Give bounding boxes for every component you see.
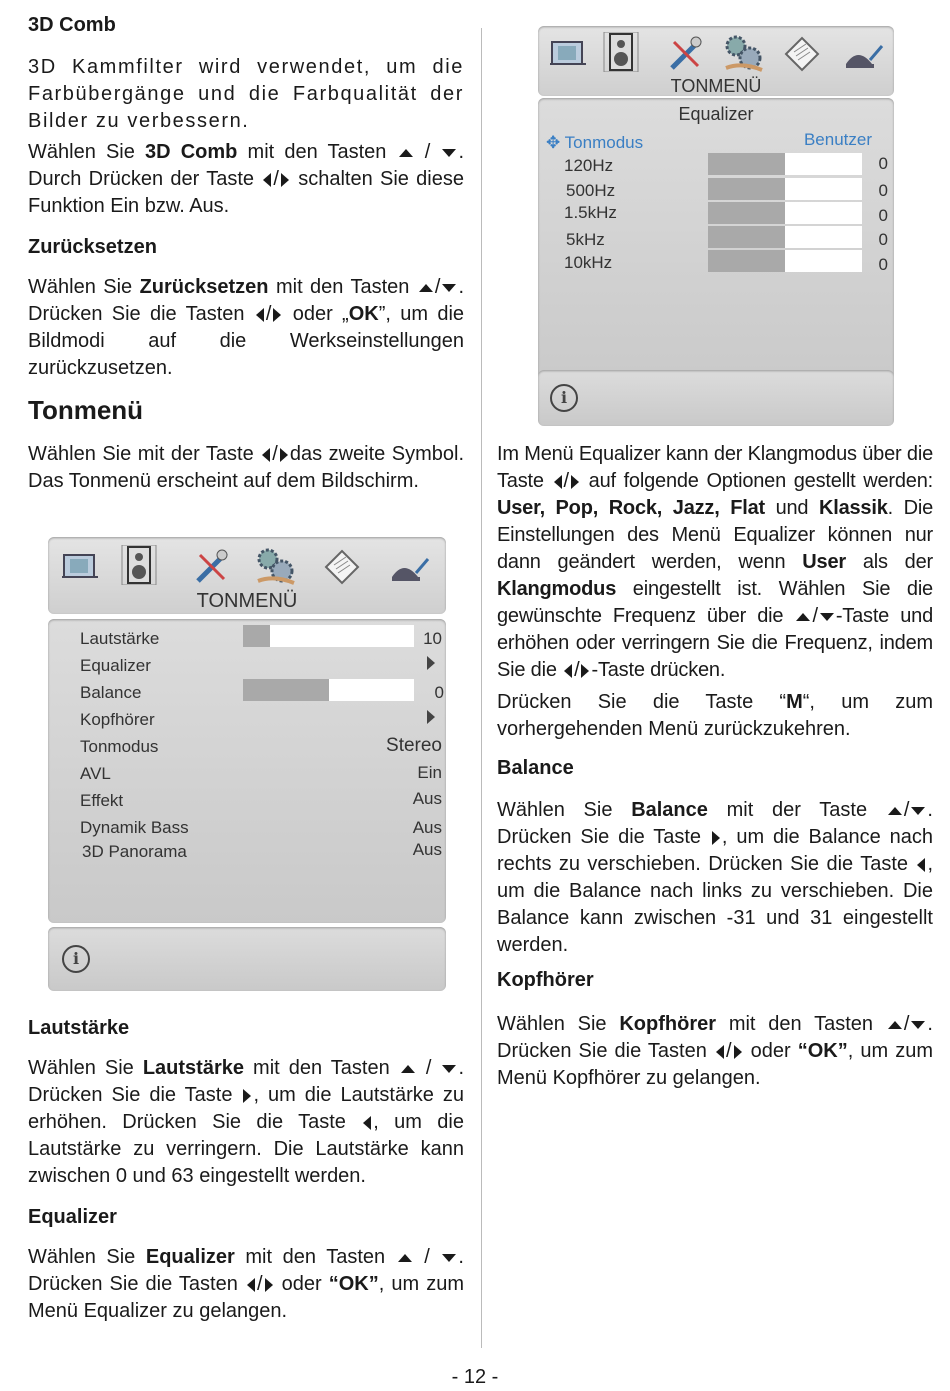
menu-item-equalizer[interactable]: Equalizer [80, 656, 151, 675]
down-arrow-icon [820, 613, 834, 621]
equalizer-menu-title: TONMENÜ [670, 76, 762, 96]
submenu-arrow-icon [427, 656, 435, 670]
move-cross-icon: ✥ [546, 133, 561, 152]
column-divider [481, 28, 482, 1348]
down-arrow-icon [442, 1065, 456, 1073]
tonmenu-screen [48, 537, 446, 992]
para-equalizer-modes: Im Menü Equalizer kann der Klangmodus über die Taste / auf folgende Optionen gestellt werden: User, Pop, Rock, Jazz, Flat und Klassik. Die Einstellungen des Menü Equalizer können nur dann geändert werden, wenn User als der Klangmodus eingestellt ist. Wählen Sie die gewünschte Frequenz über die / -Taste und erhöhen oder verringern Sie die Frequenz, indem Sie die / -Taste drücken. [497, 443, 934, 681]
dynamik-bass-value: Aus [412, 818, 442, 837]
heading-kopfhoerer: Kopfhörer [497, 969, 594, 991]
heading-lautstaerke: Lautstärke [28, 1017, 130, 1039]
band-1.5khz-bar[interactable] [708, 202, 862, 224]
menu-item-lautstaerke[interactable]: Lautstärke [80, 629, 160, 648]
up-arrow-icon [419, 284, 433, 292]
heading-equalizer: Equalizer [28, 1206, 117, 1228]
heading-3d-comb: 3D Comb [28, 14, 116, 36]
band-1.5khz-value: 0 [878, 206, 888, 225]
picture-icon [546, 34, 590, 74]
band-5khz-bar[interactable] [708, 226, 862, 248]
menu-item-tonmodus[interactable]: Tonmodus [80, 737, 159, 756]
up-arrow-icon [796, 613, 810, 621]
right-arrow-icon [281, 173, 289, 187]
tonmodus-label: Tonmodus [564, 133, 644, 152]
satellite-icon [388, 549, 432, 589]
band-120hz-label[interactable]: 120Hz [564, 156, 614, 175]
picture-icon [58, 547, 102, 587]
left-arrow-icon [716, 1045, 724, 1059]
equalizer-header [538, 26, 894, 96]
band-500hz-value: 0 [878, 181, 888, 200]
left-arrow-icon [363, 1116, 371, 1130]
right-arrow-icon [243, 1089, 251, 1103]
left-arrow-icon [256, 308, 264, 322]
left-arrow-icon [917, 858, 925, 872]
equalizer-subtitle: Equalizer [678, 104, 754, 124]
band-5khz-bar-fill [708, 226, 785, 248]
tonmenu-title: TONMENÜ [196, 590, 298, 612]
settings-gears-icon [254, 545, 298, 585]
avl-value: Ein [417, 763, 442, 782]
tonmenu-header [48, 537, 446, 614]
up-arrow-icon [888, 807, 902, 815]
volume-bar[interactable] [243, 625, 414, 647]
para-balance: Wählen Sie Balance mit der Taste / . Drücken Sie die Taste , um die Balance nach rechts zu verschieben. Drücken Sie die Taste , um die Balance nach links zu verschieben. Die Balance kann zwischen -31 und 31 eingestellt werden. [497, 799, 933, 956]
balance-value: 0 [434, 683, 444, 702]
right-arrow-icon [712, 831, 720, 845]
info-icon: i [550, 384, 578, 412]
tools-icon [666, 34, 710, 74]
down-arrow-icon [442, 1254, 456, 1262]
band-120hz-value: 0 [878, 154, 888, 173]
heading-balance: Balance [497, 757, 574, 779]
heading-tonmenu: Tonmenü [28, 395, 144, 425]
para-tonmenu: Wählen Sie mit der Taste / das zweite Symbol. Das Tonmenü erscheint auf dem Bildschirm. [28, 443, 465, 492]
left-arrow-icon [564, 664, 572, 678]
right-arrow-icon [581, 664, 589, 678]
menu-item-balance[interactable]: Balance [80, 683, 142, 702]
settings-gears-icon [722, 32, 766, 72]
band-120hz-bar[interactable] [708, 153, 862, 175]
right-arrow-icon [265, 1278, 273, 1292]
speaker-icon [120, 545, 164, 585]
balance-bar-fill [243, 679, 329, 701]
volume-value: 10 [423, 629, 442, 648]
band-500hz-label[interactable]: 500Hz [566, 181, 616, 200]
para-lautstaerke: Wählen Sie Lautstärke mit den Tasten / . Drücken Sie die Taste , um die Lautstärke zu erhöhen. Drücken Sie die Taste , um die Lautstärke zu verringern. Die Lautstärke kann zwischen 0 und 63 eingestellt werden. [28, 1057, 465, 1187]
band-10khz-bar-fill [708, 250, 785, 272]
right-arrow-icon [734, 1045, 742, 1059]
equalizer-body [538, 98, 894, 392]
left-arrow-icon [247, 1278, 255, 1292]
equalizer-info-bar [538, 370, 894, 426]
band-10khz-value: 0 [878, 255, 888, 274]
speaker-icon [602, 32, 646, 72]
info-icon: i [62, 945, 90, 973]
para-m-key: Drücken Sie die Taste “M“, um zum vorhergehenden Menü zurückzukehren. [497, 691, 933, 740]
right-arrow-icon [280, 448, 288, 462]
up-arrow-icon [398, 1254, 412, 1262]
3d-panorama-value: Aus [412, 840, 442, 859]
para-reset: Wählen Sie Zurücksetzen mit den Tasten / . Drücken Sie die Tasten / oder „OK”, um die Bildmodi auf die Werkseinstellungen zurückzusetzen. [28, 276, 465, 379]
satellite-icon [842, 36, 886, 76]
balance-bar[interactable] [243, 679, 414, 701]
para-kopfhoerer: Wählen Sie Kopfhörer mit den Tasten / . Drücken Sie die Tasten / oder “OK”, um zum Menü Kopfhörer zu gelangen. [497, 1013, 933, 1089]
document-icon [780, 34, 824, 74]
volume-bar-fill [243, 625, 270, 647]
left-arrow-icon [554, 475, 562, 489]
para-equalizer: Wählen Sie Equalizer mit den Tasten / . Drücken Sie die Tasten / oder “OK”, um zum Menü Equalizer zu gelangen. [28, 1246, 464, 1322]
band-120hz-bar-fill [708, 153, 785, 175]
menu-item-effekt[interactable]: Effekt [80, 791, 124, 810]
band-1.5khz-bar-fill [708, 202, 785, 224]
tonmodus-value: Stereo [386, 735, 442, 756]
menu-item-avl[interactable]: AVL [80, 764, 111, 783]
page-number: - 12 - [451, 1366, 499, 1388]
tonmenu-info-bar [48, 927, 446, 991]
up-arrow-icon [399, 149, 413, 157]
equalizer-screen [538, 26, 894, 426]
band-500hz-bar[interactable] [708, 178, 862, 200]
menu-item-dynamik-bass[interactable]: Dynamik Bass [80, 818, 189, 837]
band-5khz-label[interactable]: 5kHz [566, 230, 605, 249]
up-arrow-icon [401, 1065, 415, 1073]
down-arrow-icon [442, 284, 456, 292]
tonmenu-body [48, 619, 446, 923]
para-3d-comb-select: Wählen Sie 3D Comb mit den Tasten / . Durch Drücken der Taste / schalten Sie diese Funktion Ein bzw. Aus. [28, 141, 464, 217]
band-5khz-value: 0 [878, 230, 888, 249]
heading-reset: Zurücksetzen [28, 236, 157, 258]
left-arrow-icon [263, 173, 271, 187]
down-arrow-icon [442, 149, 456, 157]
tonmodus-row[interactable] [546, 133, 643, 153]
tonmodus-value: Benutzer [803, 130, 872, 149]
right-arrow-icon [571, 475, 579, 489]
down-arrow-icon [911, 807, 925, 815]
menu-item-kopfhoerer[interactable]: Kopfhörer [80, 710, 155, 729]
submenu-arrow-icon [427, 710, 435, 724]
right-arrow-icon [273, 308, 281, 322]
band-500hz-bar-fill [708, 178, 785, 200]
para-3d-comb: 3D Kammfilter wird verwendet, um die Farbübergänge und die Farbqualität der Bilder zu verbessern. [28, 56, 464, 132]
band-1.5khz-label[interactable]: 1.5kHz [564, 203, 617, 222]
menu-item-3d-panorama[interactable]: 3D Panorama [82, 842, 187, 861]
effekt-value: Aus [412, 789, 442, 808]
tools-icon [192, 547, 236, 587]
down-arrow-icon [911, 1021, 925, 1029]
up-arrow-icon [888, 1021, 902, 1029]
band-10khz-bar[interactable] [708, 250, 862, 272]
left-arrow-icon [262, 448, 270, 462]
document-icon [320, 547, 364, 587]
band-10khz-label[interactable]: 10kHz [564, 253, 613, 272]
